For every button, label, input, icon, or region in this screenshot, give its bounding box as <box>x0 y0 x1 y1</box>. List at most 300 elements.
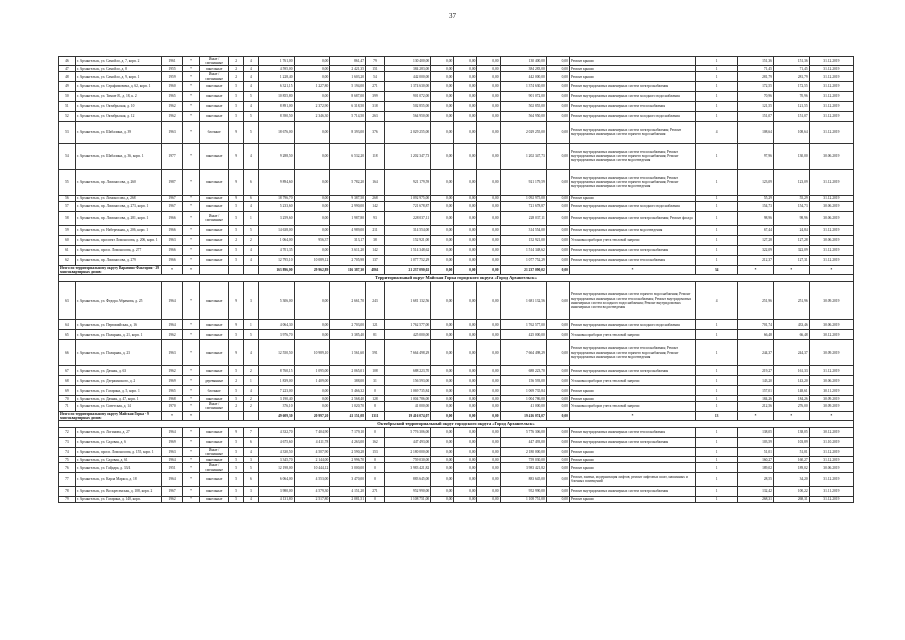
cost-owners-cell: 152 921,00 <box>500 235 546 245</box>
cost-other-cell: 0,00 <box>546 411 569 420</box>
entrances-cell: 5 <box>244 91 259 101</box>
area-owned-cell: 5 782,20 <box>330 169 366 195</box>
address-cell: г. Архангельск, ул. Садовая, д. 61 <box>75 457 161 463</box>
area-total-cell: 8 891,00 <box>258 101 294 111</box>
material-cell: панельные <box>199 66 228 72</box>
work-type-cell: Ремонт крыши <box>569 66 695 72</box>
unit-cost-cell: 251,96 <box>738 282 774 320</box>
row-number-cell: 76 <box>59 463 76 472</box>
address-cell: г. Архангельск, ул. Советская, д. 14 <box>75 402 161 411</box>
deadline-cell: 31.12.2019 <box>809 457 853 463</box>
row-number-cell: 55 <box>59 169 76 195</box>
unit-count-cell: 1 <box>696 101 738 111</box>
entrances-cell: 4 <box>244 143 259 169</box>
unit-cost-cell: 70,96 <box>738 91 774 101</box>
unit-count-cell: 4 <box>696 282 738 320</box>
cost-municipal-cell: 0,00 <box>477 320 500 330</box>
wall-cell: * <box>183 81 200 91</box>
work-type-cell: Ремонт крыши <box>569 386 695 396</box>
cost-regional-cell: 0,00 <box>454 111 477 121</box>
cost-federal-cell: 0,00 <box>431 376 454 386</box>
wall-cell: * <box>183 72 200 81</box>
section-title: Октябрьский территориальный округ городского округа «Город Архангельск» <box>59 421 854 428</box>
cost-total-cell: 1 202 347,73 <box>384 143 430 169</box>
cost-municipal-cell: 0,00 <box>477 496 500 502</box>
max-cost-cell: 322,09 <box>773 245 809 255</box>
cost-owners-cell: 156 593,00 <box>500 376 546 386</box>
cost-other-cell: 0,00 <box>546 201 569 211</box>
cost-other-cell: 0,00 <box>546 245 569 255</box>
max-cost-cell: 281,79 <box>773 72 809 81</box>
work-type-cell: Установка приборов учета тепловой энергии <box>569 376 695 386</box>
cost-municipal-cell: 0,00 <box>477 486 500 496</box>
cost-regional-cell: 0,00 <box>454 255 477 265</box>
year-cell: 1960 <box>162 81 183 91</box>
area-total-cell: 3 980,00 <box>258 486 294 496</box>
cost-federal-cell: 0,00 <box>431 457 454 463</box>
work-type-cell: Ремонт внутридомовых инженерных систем электроснабжения <box>569 438 695 448</box>
section-header-row <box>59 421 854 428</box>
max-cost-cell: 24,84 <box>773 225 809 235</box>
entrances-cell: 4 <box>244 448 259 457</box>
cost-other-cell: 0,00 <box>546 396 569 402</box>
cost-federal-cell: 0,00 <box>431 396 454 402</box>
area-total-cell: 4 595,00 <box>258 66 294 72</box>
cost-total-cell: 7 664 498,29 <box>384 340 430 366</box>
table-row <box>59 111 854 121</box>
area-owned-cell: 2 065,01 <box>330 366 366 376</box>
floors-cell: 9 <box>229 428 244 438</box>
cost-other-cell: 0,00 <box>546 169 569 195</box>
material-cell: блочные <box>199 121 228 143</box>
section-title: Территориальный округ Майская Горка городского округа «Город Архангельск» <box>59 275 854 282</box>
area-residential-cell: 29 962,89 <box>294 265 330 274</box>
floors-cell: 9 <box>229 282 244 320</box>
material-cell: панельные <box>199 245 228 255</box>
floors-cell: 2 <box>229 235 244 245</box>
area-total-cell: 12 550,50 <box>258 340 294 366</box>
residents-cell: 4861 <box>366 265 385 274</box>
entrances-cell: 4 <box>244 81 259 91</box>
area-residential-cell: 0,00 <box>294 225 330 235</box>
table-row <box>59 320 854 330</box>
deadline-cell: 31.12.2019 <box>809 66 853 72</box>
area-total-cell: 1 761,00 <box>258 57 294 66</box>
deadline-cell: * <box>809 265 853 274</box>
table-row <box>59 235 854 245</box>
floors-cell: 5 <box>229 245 244 255</box>
cost-other-cell: 0,00 <box>546 72 569 81</box>
wall-cell: * <box>183 428 200 438</box>
wall-cell: * <box>183 386 200 396</box>
floors-cell: 5 <box>229 111 244 121</box>
cost-owners-cell: 447 493,00 <box>500 438 546 448</box>
address-cell: г. Архангельск, ул. Октябрьская, д. 12 <box>75 111 161 121</box>
year-cell: 1951 <box>162 463 183 472</box>
address-cell: г. Архангельск, ул. Самойло, д. 7, корп. 2 <box>75 57 161 66</box>
address-cell: г. Архангельск, ул. Тимме Я., д. 18, к. 2 <box>75 91 161 101</box>
cost-other-cell: 0,00 <box>546 472 569 486</box>
row-number-cell: 67 <box>59 366 76 376</box>
table-row <box>59 225 854 235</box>
cost-owners-cell: 130 400,00 <box>500 57 546 66</box>
cost-total-cell: 152 921,00 <box>384 235 430 245</box>
material-cell: Иные / смешанные <box>199 463 228 472</box>
material-cell: панельные <box>199 282 228 320</box>
entrances-cell: 5 <box>244 111 259 121</box>
cost-total-cell: 1 514 348,62 <box>384 245 430 255</box>
cost-federal-cell: 0,00 <box>431 72 454 81</box>
floors-cell: 2 <box>229 72 244 81</box>
floors-cell: 9 <box>229 169 244 195</box>
cost-municipal-cell: 0,00 <box>477 402 500 411</box>
deadline-cell: 30.06.2019 <box>809 211 853 225</box>
max-cost-cell: 55,29 <box>773 195 809 201</box>
deadline-cell: 31.12.2019 <box>809 101 853 111</box>
floors-cell: 5 <box>229 486 244 496</box>
material-cell: Иные / смешанные <box>199 72 228 81</box>
area-owned-cell: 5 714,50 <box>330 111 366 121</box>
table-row <box>59 386 854 396</box>
unit-count-cell: 1 <box>696 91 738 101</box>
address-cell: г. Архангельск, ул. Гайдара, д. 33/4 <box>75 463 161 472</box>
max-cost-cell: 172,55 <box>773 81 809 91</box>
area-total-cell: 18 796,70 <box>258 195 294 201</box>
residents-cell: 0 <box>366 472 385 486</box>
max-cost-cell: * <box>773 265 809 274</box>
row-number-cell: 46 <box>59 57 76 66</box>
cost-owners-cell: 1 108 751,00 <box>500 496 546 502</box>
row-number-cell: 51 <box>59 101 76 111</box>
cost-total-cell: 1 374 630,00 <box>384 81 430 91</box>
area-residential-cell: 1 095,00 <box>294 366 330 376</box>
deadline-cell: 31.11.2019 <box>809 486 853 496</box>
residents-cell: 118 <box>366 143 385 169</box>
floors-cell: 2 <box>229 376 244 386</box>
material-cell: деревянные <box>199 376 228 386</box>
year-cell: 1963 <box>162 121 183 143</box>
area-residential-cell: 0,00 <box>294 282 330 320</box>
table-row <box>59 402 854 411</box>
address-cell: г. Архангельск, ул. Карла Маркса, д. 18 <box>75 472 161 486</box>
area-owned-cell: 2 703,00 <box>330 320 366 330</box>
cost-total-cell: 447 493,00 <box>384 438 430 448</box>
cost-other-cell: 0,00 <box>546 143 569 169</box>
cost-federal-cell: 0,00 <box>431 438 454 448</box>
entrances-cell: 6 <box>244 169 259 195</box>
cost-other-cell: 0,00 <box>546 340 569 366</box>
area-total-cell: 4 332,70 <box>258 428 294 438</box>
cost-municipal-cell: 0,00 <box>477 448 500 457</box>
table-row <box>59 143 854 169</box>
max-cost-cell: 130,00 <box>773 143 809 169</box>
entrances-cell: 4 <box>244 66 259 72</box>
table-row <box>59 255 854 265</box>
unit-cost-cell: 154,73 <box>738 201 774 211</box>
max-cost-cell: 103,89 <box>773 438 809 448</box>
unit-count-cell: 1 <box>696 386 738 396</box>
year-cell: 1962 <box>162 366 183 376</box>
unit-count-cell: 1 <box>696 245 738 255</box>
cost-municipal-cell: 0,00 <box>477 169 500 195</box>
cost-total-cell: 564 950,00 <box>384 111 430 121</box>
year-cell: 1963 <box>162 448 183 457</box>
floors-cell: 5 <box>229 396 244 402</box>
year-cell: 1966 <box>162 255 183 265</box>
cost-federal-cell: 0,00 <box>431 143 454 169</box>
entrances-cell <box>244 411 259 420</box>
work-type-cell: Установка приборов учета тепловой энергии <box>569 330 695 340</box>
work-type-cell: Ремонт внутридомовых инженерных систем холодного водоснабжения <box>569 201 695 211</box>
cost-municipal-cell: 0,00 <box>477 386 500 396</box>
row-number-cell: 73 <box>59 438 76 448</box>
row-number-cell: 49 <box>59 81 76 91</box>
year-cell: 1966 <box>162 225 183 235</box>
residents-cell: 108 <box>366 366 385 376</box>
cost-regional-cell: 0,00 <box>454 225 477 235</box>
row-number-cell: 53 <box>59 121 76 143</box>
cost-regional-cell: 0,00 <box>454 448 477 457</box>
floors-cell: 5 <box>229 438 244 448</box>
row-number-cell: 58 <box>59 211 76 225</box>
address-cell: г. Архангельск, ул. Полярная, д. 21, корп. 1 <box>75 330 161 340</box>
cost-federal-cell: 0,00 <box>431 211 454 225</box>
area-residential-cell: 0,00 <box>294 320 330 330</box>
year-cell: 1967 <box>162 201 183 211</box>
area-total-cell: 49 609,30 <box>258 411 294 420</box>
cost-federal-cell: 0,00 <box>431 91 454 101</box>
floors-cell: 5 <box>229 330 244 340</box>
deadline-cell: 30.06.2019 <box>809 201 853 211</box>
cost-other-cell: 0,00 <box>546 366 569 376</box>
area-residential-cell: 0,00 <box>294 330 330 340</box>
cost-federal-cell: 0,00 <box>431 366 454 376</box>
entrances-cell: 2 <box>244 402 259 411</box>
cost-other-cell: 0,00 <box>546 438 569 448</box>
floors-cell: 5 <box>229 255 244 265</box>
address-cell: г. Архангельск, ул. Садовая, д. 6 <box>75 438 161 448</box>
address-cell: г. Архангельск, ул. Октябрьская, д. 10 <box>75 101 161 111</box>
cost-other-cell: 0,00 <box>546 486 569 496</box>
cost-federal-cell: 0,00 <box>431 330 454 340</box>
cost-owners-cell: 502 855,00 <box>500 101 546 111</box>
work-type-cell: Ремонт внутридомовых инженерных систем холодного водоснабжения <box>569 111 695 121</box>
deadline-cell: 30.12.2019 <box>809 330 853 340</box>
floors-cell: 5 <box>229 386 244 396</box>
cost-municipal-cell: 0,00 <box>477 57 500 66</box>
year-cell: 1964 <box>162 472 183 486</box>
cost-regional-cell: 0,00 <box>454 330 477 340</box>
area-total-cell: 1 228,40 <box>258 72 294 81</box>
wall-cell: * <box>183 486 200 496</box>
cost-total-cell: 156 593,00 <box>384 376 430 386</box>
cost-owners-cell: 21 237 090,02 <box>500 265 546 274</box>
area-total-cell: 14 638,00 <box>258 225 294 235</box>
cost-owners-cell: 19 416 074,07 <box>500 411 546 420</box>
cost-total-cell: 1 069 735,84 <box>384 386 430 396</box>
residents-cell: 318 <box>366 101 385 111</box>
work-type-cell: Ремонт внутридомовых инженерных систем электроснабжения <box>569 245 695 255</box>
area-total-cell: 9 288,50 <box>258 143 294 169</box>
wall-cell: * <box>183 121 200 143</box>
unit-cost-cell: 151,07 <box>738 111 774 121</box>
entrances-cell: 4 <box>244 255 259 265</box>
residents-cell: 376 <box>366 121 385 143</box>
cost-owners-cell: 759 030,00 <box>500 457 546 463</box>
cost-other-cell: 0,00 <box>546 57 569 66</box>
year-cell: 1967 <box>162 195 183 201</box>
deadline-cell: 31.12.2019 <box>809 195 853 201</box>
address-cell: г. Архангельск, ул. Самойло, д. 8 <box>75 66 161 72</box>
unit-cost-cell: 97,96 <box>738 143 774 169</box>
cost-other-cell: 0,00 <box>546 376 569 386</box>
row-number-cell: 54 <box>59 143 76 169</box>
unit-count-cell: 1 <box>696 195 738 201</box>
area-owned-cell: 8 687,00 <box>330 91 366 101</box>
area-residential-cell: 2 144,00 <box>294 457 330 463</box>
material-cell: Иные / смешанные <box>199 448 228 457</box>
year-cell: 1966 <box>162 211 183 225</box>
deadline-cell: 31.12.2019 <box>809 255 853 265</box>
residents-cell: 38 <box>366 235 385 245</box>
unit-count-cell: 1 <box>696 255 738 265</box>
wall-cell: * <box>183 101 200 111</box>
deadline-cell: 31.12.2019 <box>809 57 853 66</box>
max-cost-cell: 70,96 <box>773 91 809 101</box>
cost-total-cell: 2 029 255,00 <box>384 121 430 143</box>
floors-cell: 9 <box>229 340 244 366</box>
cost-total-cell: 19 416 074,07 <box>384 411 430 420</box>
area-residential-cell: 0,00 <box>294 169 330 195</box>
cost-regional-cell: 0,00 <box>454 438 477 448</box>
entrances-cell: 6 <box>244 195 259 201</box>
cost-municipal-cell: 0,00 <box>477 81 500 91</box>
material-cell: Иные / смешанные <box>199 211 228 225</box>
area-residential-cell: 2 346,30 <box>294 111 330 121</box>
area-total-cell: 1 839,00 <box>258 376 294 386</box>
entrances-cell: 4 <box>244 57 259 66</box>
area-total-cell: 6 064,00 <box>258 472 294 486</box>
area-residential-cell: 10 989,10 <box>294 340 330 366</box>
cost-regional-cell: 0,00 <box>454 211 477 225</box>
unit-cost-cell: 138,05 <box>738 428 774 438</box>
unit-cost-cell: 701,74 <box>738 320 774 330</box>
row-number-cell: 72 <box>59 428 76 438</box>
cost-regional-cell: 0,00 <box>454 376 477 386</box>
cost-other-cell: 0,00 <box>546 282 569 320</box>
cost-owners-cell: 1 514 348,62 <box>500 245 546 255</box>
max-cost-cell: 98,96 <box>773 211 809 225</box>
row-number-cell: 77 <box>59 472 76 486</box>
work-type-cell: Ремонт крыши <box>569 57 695 66</box>
cost-total-cell: 1 004 786,00 <box>384 396 430 402</box>
material-cell: панельные <box>199 486 228 496</box>
material-cell: Иные / смешанные <box>199 402 228 411</box>
cost-total-cell: 3 983 421,82 <box>384 463 430 472</box>
area-owned-cell: 2 081,51 <box>330 496 366 502</box>
cost-municipal-cell: 0,00 <box>477 463 500 472</box>
cost-federal-cell: 0,00 <box>431 225 454 235</box>
total-row <box>59 411 854 420</box>
residents-cell: 591 <box>366 340 385 366</box>
max-cost-cell: 161,33 <box>773 366 809 376</box>
area-owned-cell: 5 466,32 <box>330 386 366 396</box>
area-owned-cell: 388,00 <box>330 376 366 386</box>
unit-cost-cell: 189,02 <box>738 463 774 472</box>
floors-cell: 9 <box>229 320 244 330</box>
wall-cell: * <box>183 225 200 235</box>
floors-cell: 9 <box>229 143 244 169</box>
unit-cost-cell: 103,59 <box>738 438 774 448</box>
material-cell: панельные <box>199 366 228 376</box>
unit-count-cell: 1 <box>696 225 738 235</box>
wall-cell: * <box>183 245 200 255</box>
area-total-cell: 376,10 <box>258 402 294 411</box>
area-residential-cell: 956,37 <box>294 235 330 245</box>
wall-cell: * <box>183 169 200 195</box>
cost-federal-cell: 0,00 <box>431 386 454 396</box>
address-cell: г. Архангельск, проспект Ломоносова, д. 206, корп. 1 <box>75 235 161 245</box>
row-number-cell: 69 <box>59 386 76 396</box>
deadline-cell: 31.12.2019 <box>809 121 853 143</box>
deadline-cell: 30.06.2019 <box>809 376 853 386</box>
unit-cost-cell: 108,64 <box>738 121 774 143</box>
cost-federal-cell: 0,00 <box>431 57 454 66</box>
cost-municipal-cell: 0,00 <box>477 428 500 438</box>
work-type-cell: Ремонт крыши <box>569 195 695 201</box>
cost-regional-cell: 0,00 <box>454 101 477 111</box>
row-number-cell: 62 <box>59 255 76 265</box>
cost-federal-cell: 0,00 <box>431 66 454 72</box>
cost-other-cell: 0,00 <box>546 265 569 274</box>
cost-municipal-cell: 0,00 <box>477 265 500 274</box>
cost-municipal-cell: 0,00 <box>477 91 500 101</box>
cost-other-cell: 0,00 <box>546 101 569 111</box>
unit-count-cell: 1 <box>696 330 738 340</box>
unit-count-cell: 1 <box>696 428 738 438</box>
cost-municipal-cell: 0,00 <box>477 66 500 72</box>
residents-cell: 271 <box>366 81 385 91</box>
cost-owners-cell: 1 681 132,56 <box>500 282 546 320</box>
floors-cell: 5 <box>229 81 244 91</box>
table-row <box>59 448 854 457</box>
row-number-cell: 61 <box>59 245 76 255</box>
table-row <box>59 57 854 66</box>
work-type-cell: Ремонт, замена, модернизация лифтов; ремонт лифтовых шахт, машинных и блочных помещений <box>569 472 695 486</box>
year-cell: 1964 <box>162 457 183 463</box>
max-cost-cell: 71,45 <box>773 66 809 72</box>
max-cost-cell: 100,22 <box>773 486 809 496</box>
table-row <box>59 376 854 386</box>
entrances-cell: 6 <box>244 472 259 486</box>
unit-cost-cell: 281,79 <box>738 72 774 81</box>
material-cell: панельные <box>199 91 228 101</box>
row-number-cell: 64 <box>59 320 76 330</box>
residents-cell: 31 <box>366 376 385 386</box>
area-owned-cell: 313,17 <box>330 235 366 245</box>
cost-federal-cell: 0,00 <box>431 235 454 245</box>
area-residential-cell: 0,00 <box>294 211 330 225</box>
area-owned-cell: 9 387,50 <box>330 195 366 201</box>
unit-count-cell: 1 <box>696 486 738 496</box>
cost-other-cell: 0,00 <box>546 330 569 340</box>
unit-cost-cell: * <box>738 411 774 420</box>
cost-owners-cell: 1 202 347,73 <box>500 143 546 169</box>
cost-owners-cell: 3 983 421,82 <box>500 463 546 472</box>
cost-federal-cell: 0,00 <box>431 195 454 201</box>
address-cell: г. Архангельск, ул. Логинова, д. 27 <box>75 428 161 438</box>
area-owned-cell: 2 990,00 <box>330 201 366 211</box>
